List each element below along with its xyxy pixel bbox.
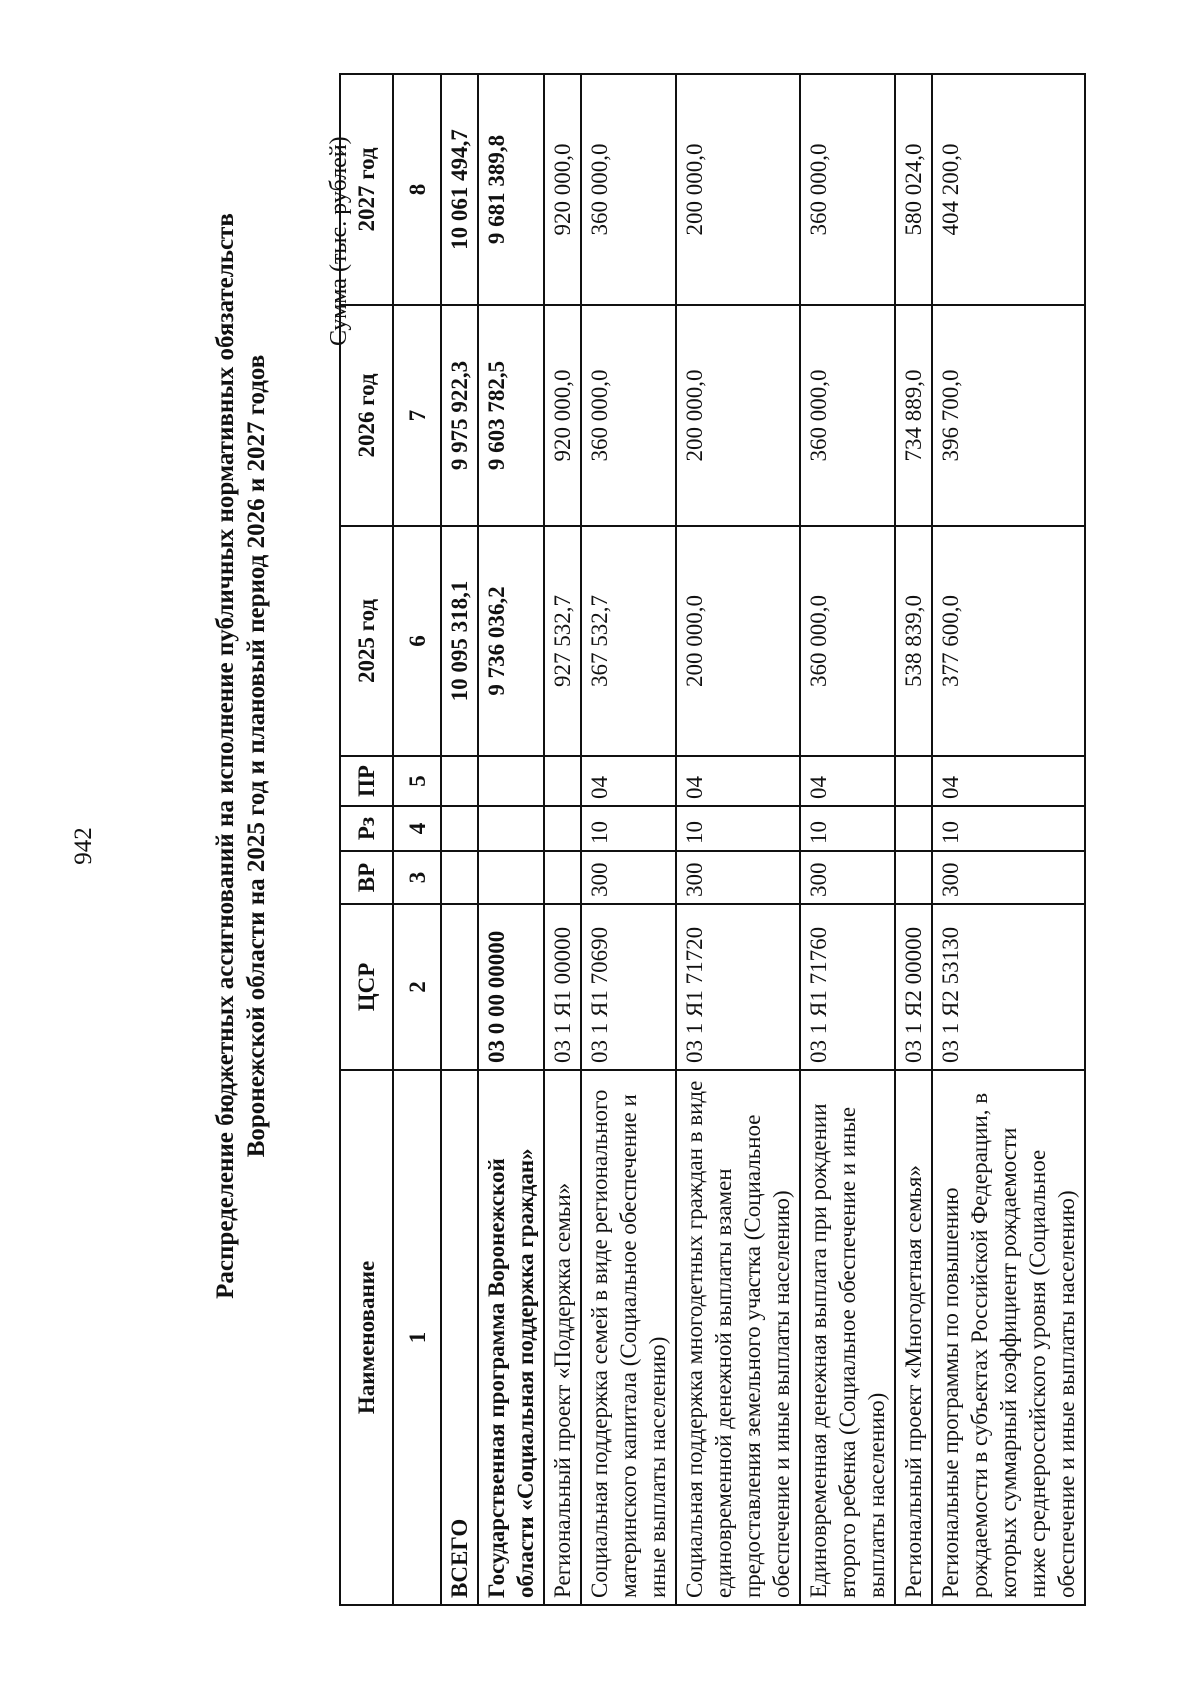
row-pr	[478, 756, 544, 806]
row-name: Региональный проект «Многодетная семья»	[895, 1070, 932, 1605]
row-csr: 03 1 Я1 71720	[676, 904, 800, 1070]
row-2025: 377 600,0	[932, 526, 1085, 756]
row-name: Региональные программы по повышению рождаемости в субъектах Российской Федерации, в которых суммарный коэффициент рождаемости ниже среднероссийского уровня (Социальное обеспечение и иные выплаты населению)	[932, 1070, 1085, 1605]
row-pr	[895, 756, 932, 806]
table-row-total	[441, 74, 478, 1605]
row-2027: 404 200,0	[932, 74, 1085, 305]
table-row-program	[478, 74, 544, 1605]
row-name: Единовременная денежная выплата при рождении второго ребенка (Социальное обеспечение и иные выплаты населению)	[800, 1070, 895, 1605]
row-2025: 927 532,7	[544, 526, 581, 756]
row-vr: 300	[676, 851, 800, 904]
header-name: Наименование	[340, 1070, 393, 1605]
row-vr: 300	[800, 851, 895, 904]
row-name: ВСЕГО	[441, 1070, 478, 1605]
col-number: 1	[393, 1070, 441, 1605]
col-number: 6	[393, 526, 441, 756]
row-pr: 04	[581, 756, 676, 806]
header-rz: Рз	[340, 806, 393, 851]
row-2027: 200 000,0	[676, 74, 800, 305]
table-row	[895, 74, 932, 1605]
col-number: 8	[393, 74, 441, 305]
row-2026: 9 603 782,5	[478, 305, 544, 526]
table-row	[676, 74, 800, 1605]
row-2025: 538 839,0	[895, 526, 932, 756]
row-rz: 10	[932, 806, 1085, 851]
row-csr: 03 1 Я1 00000	[544, 904, 581, 1070]
row-rz: 10	[676, 806, 800, 851]
table-row	[932, 74, 1085, 1605]
row-csr: 03 0 00 00000	[478, 904, 544, 1070]
row-2025: 9 736 036,2	[478, 526, 544, 756]
column-number-row	[393, 74, 441, 1605]
row-2025: 200 000,0	[676, 526, 800, 756]
row-2026: 360 000,0	[800, 305, 895, 526]
row-2026: 920 000,0	[544, 305, 581, 526]
row-2026: 9 975 922,3	[441, 305, 478, 526]
table-row	[581, 74, 676, 1605]
row-rz	[478, 806, 544, 851]
row-name: Региональный проект «Поддержка семьи»	[544, 1070, 581, 1605]
unit-note: Сумма (тыс. рублей)	[326, 136, 352, 346]
row-2027: 920 000,0	[544, 74, 581, 305]
row-pr	[441, 756, 478, 806]
row-vr	[478, 851, 544, 904]
header-row	[340, 74, 393, 1605]
row-2026: 396 700,0	[932, 305, 1085, 526]
row-vr	[441, 851, 478, 904]
title-line-1: Распределение бюджетных ассигнований на исполнение публичных нормативных обязательств	[212, 213, 239, 1299]
row-rz: 10	[581, 806, 676, 851]
header-2027: 2027 год	[340, 74, 393, 305]
header-vr: ВР	[340, 851, 393, 904]
row-rz	[441, 806, 478, 851]
row-csr	[441, 904, 478, 1070]
row-2027: 360 000,0	[800, 74, 895, 305]
row-name: Социальная поддержка семей в виде регионального материнского капитала (Социальное обеспечение и иные выплаты населению)	[581, 1070, 676, 1605]
row-rz	[895, 806, 932, 851]
appropriations-table	[339, 73, 1086, 1606]
col-number: 2	[393, 904, 441, 1070]
row-rz: 10	[800, 806, 895, 851]
row-pr: 04	[676, 756, 800, 806]
row-2027: 10 061 494,7	[441, 74, 478, 305]
header-csr: ЦСР	[340, 904, 393, 1070]
row-pr: 04	[800, 756, 895, 806]
col-number: 4	[393, 806, 441, 851]
row-csr: 03 1 Я1 71760	[800, 904, 895, 1070]
row-vr	[544, 851, 581, 904]
table-row	[800, 74, 895, 1605]
col-number: 3	[393, 851, 441, 904]
document-title	[210, 211, 272, 1301]
header-pr: ПР	[340, 756, 393, 806]
row-2027: 360 000,0	[581, 74, 676, 305]
row-2026: 734 889,0	[895, 305, 932, 526]
row-2025: 10 095 318,1	[441, 526, 478, 756]
row-vr: 300	[581, 851, 676, 904]
page-number: 942	[70, 827, 97, 865]
row-pr	[544, 756, 581, 806]
col-number: 5	[393, 756, 441, 806]
row-2026: 360 000,0	[581, 305, 676, 526]
header-2026: 2026 год	[340, 305, 393, 526]
table-row	[544, 74, 581, 1605]
row-csr: 03 1 Я2 53130	[932, 904, 1085, 1070]
row-vr: 300	[932, 851, 1085, 904]
row-vr	[895, 851, 932, 904]
row-csr: 03 1 Я2 00000	[895, 904, 932, 1070]
row-2026: 200 000,0	[676, 305, 800, 526]
row-2027: 9 681 389,8	[478, 74, 544, 305]
row-name: Государственная программа Воронежской области «Социальная поддержка граждан»	[478, 1070, 544, 1605]
row-name: Социальная поддержка многодетных граждан в виде единовременной денежной выплаты взамен предоставления земельного участка (Социальное обеспечение и иные выплаты населению)	[676, 1070, 800, 1605]
col-number: 7	[393, 305, 441, 526]
row-2027: 580 024,0	[895, 74, 932, 305]
row-rz	[544, 806, 581, 851]
row-csr: 03 1 Я1 70690	[581, 904, 676, 1070]
row-2025: 360 000,0	[800, 526, 895, 756]
row-pr: 04	[932, 756, 1085, 806]
row-2025: 367 532,7	[581, 526, 676, 756]
title-line-2: Воронежской области на 2025 год и плановый период 2026 и 2027 годов	[243, 354, 270, 1158]
header-2025: 2025 год	[340, 526, 393, 756]
